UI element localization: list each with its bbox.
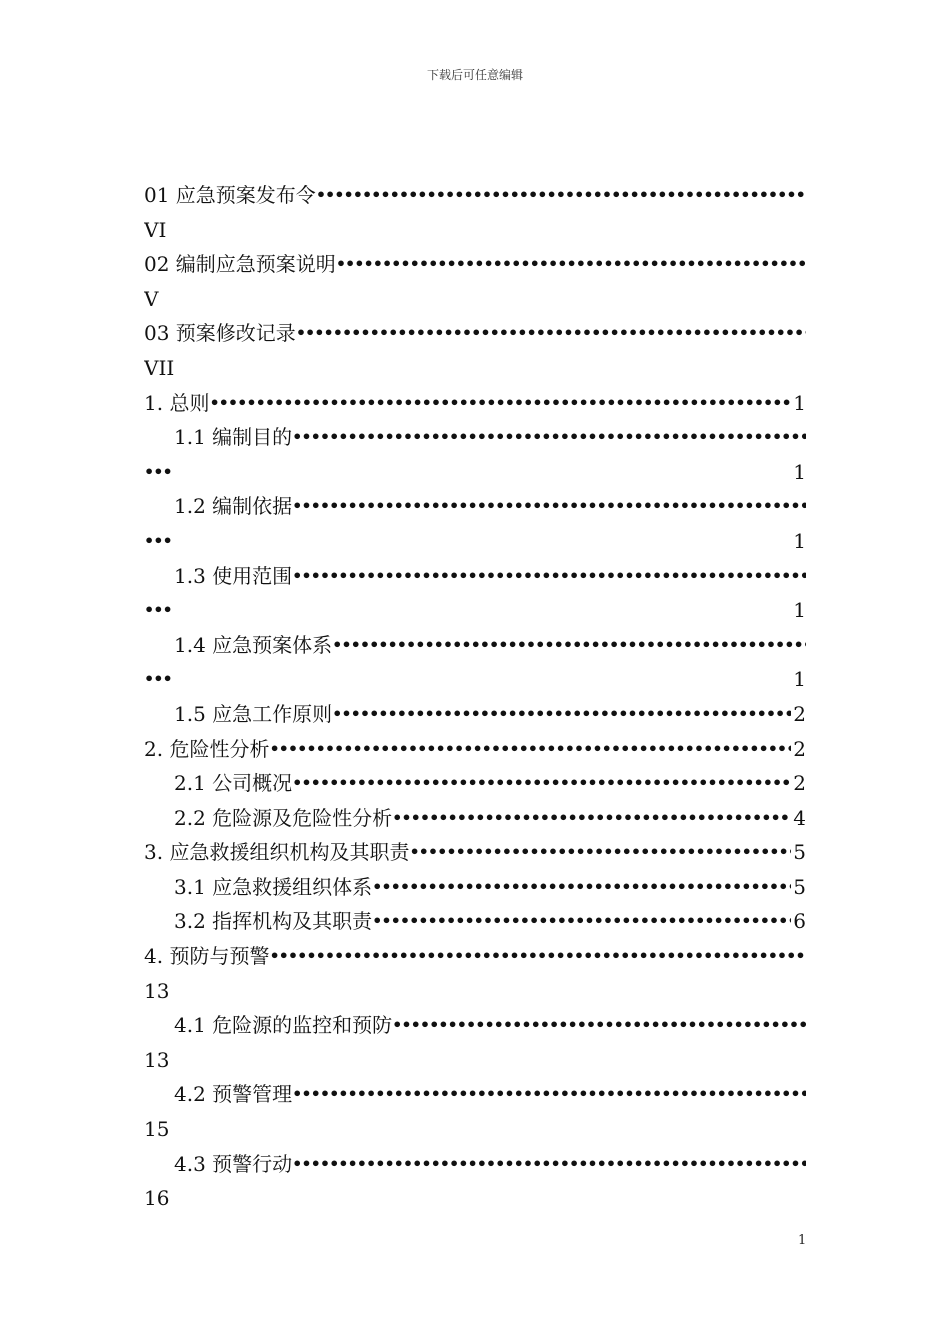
- toc-leader-dots: [372, 870, 791, 905]
- toc-leader-dots: •••: [144, 530, 172, 550]
- toc-entry-title: 4.3 预警行动: [174, 1151, 293, 1176]
- toc-entry[interactable]: [144, 628, 806, 663]
- toc-leader-dots: [292, 1077, 806, 1112]
- toc-leader-dots: [269, 732, 791, 767]
- toc-entry[interactable]: [144, 766, 806, 801]
- toc-leader-dots: [209, 386, 791, 421]
- toc-entry-page: 1: [793, 528, 806, 553]
- toc-entry-title: 4. 预防与预警: [144, 944, 270, 969]
- toc-entry-page: VI: [144, 217, 167, 242]
- toc-entry-title: 03 预案修改记录: [144, 321, 296, 346]
- toc-leader-dots: [316, 178, 806, 213]
- toc-leader-dots: •••: [144, 600, 172, 620]
- toc-leader-dots: [392, 1008, 806, 1043]
- toc-entry-page: 13: [144, 1047, 170, 1072]
- toc-entry[interactable]: [144, 420, 806, 455]
- toc-entry-continuation: [144, 213, 806, 248]
- toc-entry-page: VII: [144, 355, 175, 380]
- toc-entry-title: 3.2 指挥机构及其职责: [174, 909, 373, 934]
- toc-entry-title: 2.2 危险源及危险性分析: [174, 805, 393, 830]
- toc-leader-dots: [332, 697, 791, 732]
- toc-entry[interactable]: [144, 1147, 806, 1182]
- toc-leader-dots: [269, 939, 806, 974]
- toc-entry-continuation: [144, 593, 806, 628]
- toc-entry-page: V: [144, 286, 159, 311]
- toc-entry-page: 15: [144, 1117, 170, 1142]
- toc-entry-title: 3. 应急救援组织机构及其职责: [144, 840, 410, 865]
- toc-leader-dots: [392, 801, 791, 836]
- toc-entry[interactable]: [144, 801, 806, 836]
- toc-entry-title: 1.5 应急工作原则: [174, 701, 333, 726]
- toc-entry-continuation: [144, 1181, 806, 1216]
- toc-leader-dots: [336, 247, 806, 282]
- toc-entry-continuation: [144, 974, 806, 1009]
- toc-leader-dots: [292, 559, 806, 594]
- toc-entry[interactable]: [144, 1008, 806, 1043]
- toc-entry-title: 02 编制应急预案说明: [144, 252, 336, 277]
- toc-entry-page: 1: [793, 598, 806, 623]
- toc-entry[interactable]: [144, 732, 806, 767]
- toc-entry[interactable]: [144, 178, 806, 213]
- toc-entry-title: 1.2 编制依据: [174, 494, 293, 519]
- toc-leader-dots: [292, 1147, 806, 1182]
- toc-entry-page: 5: [793, 874, 806, 899]
- toc-leader-dots: [296, 316, 806, 351]
- toc-entry-continuation: [144, 351, 806, 386]
- toc-entry-continuation: [144, 1112, 806, 1147]
- toc-entry-title: 1.4 应急预案体系: [174, 632, 333, 657]
- toc-entry[interactable]: [144, 835, 806, 870]
- toc-entry[interactable]: [144, 1077, 806, 1112]
- toc-entry[interactable]: [144, 697, 806, 732]
- toc-entry-page: 13: [144, 978, 170, 1003]
- toc-leader-dots: •••: [144, 669, 172, 689]
- toc-entry-page: 16: [144, 1186, 170, 1211]
- toc-entry[interactable]: [144, 904, 806, 939]
- toc-entry[interactable]: [144, 939, 806, 974]
- toc-entry[interactable]: [144, 316, 806, 351]
- toc-leader-dots: [409, 835, 791, 870]
- toc-entry-title: 01 应急预案发布令: [144, 183, 316, 207]
- toc-entry-continuation: [144, 524, 806, 559]
- toc-entry-title: 3.1 应急救援组织体系: [174, 874, 373, 899]
- page-header: 下载后可任意编辑: [426, 68, 523, 82]
- toc-entry[interactable]: [144, 559, 806, 594]
- toc-entry[interactable]: [144, 247, 806, 282]
- toc-entry-page: 1: [793, 390, 806, 415]
- toc-leader-dots: [292, 489, 806, 524]
- toc-entry-continuation: [144, 455, 806, 490]
- toc-entry-title: 1.1 编制目的: [174, 425, 293, 450]
- toc-entry-page: 2: [793, 701, 806, 726]
- toc-leader-dots: •••: [144, 461, 172, 481]
- toc-entry-title: 1. 总则: [144, 390, 210, 415]
- toc-leader-dots: [372, 904, 791, 939]
- toc-entry-title: 4.1 危险源的监控和预防: [174, 1013, 393, 1038]
- toc-entry-title: 2. 危险性分析: [144, 736, 270, 761]
- toc-entry[interactable]: [144, 870, 806, 905]
- toc-entry-page: 1: [793, 459, 806, 484]
- toc-leader-dots: [292, 766, 791, 801]
- toc-entry[interactable]: [144, 386, 806, 421]
- toc-entry-page: 4: [793, 805, 806, 830]
- toc-entry-continuation: [144, 1043, 806, 1078]
- page-number: 1: [798, 1233, 807, 1248]
- table-of-contents: [144, 178, 806, 1216]
- toc-entry[interactable]: [144, 489, 806, 524]
- toc-leader-dots: [292, 420, 806, 455]
- toc-entry-page: 2: [793, 736, 806, 761]
- toc-entry-page: 6: [793, 909, 806, 934]
- toc-entry-page: 1: [793, 667, 806, 692]
- toc-entry-page: 2: [793, 771, 806, 796]
- toc-entry-title: 1.3 使用范围: [174, 563, 293, 588]
- toc-leader-dots: [332, 628, 806, 663]
- toc-entry-continuation: [144, 282, 806, 317]
- toc-entry-continuation: [144, 662, 806, 697]
- toc-entry-title: 2.1 公司概况: [174, 771, 293, 796]
- toc-entry-page: 5: [793, 840, 806, 865]
- toc-entry-title: 4.2 预警管理: [174, 1082, 293, 1107]
